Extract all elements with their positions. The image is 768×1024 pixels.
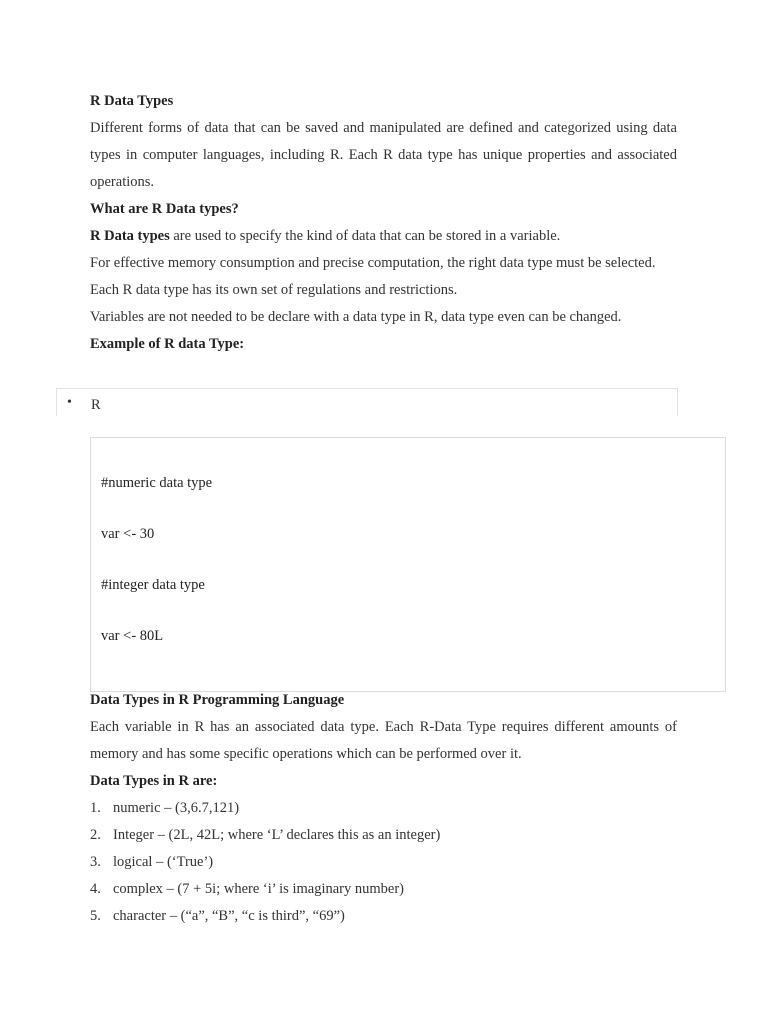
definition-rest: are used to specify the kind of data that can be stored in a variable. [169,228,561,244]
list-number: 3. [90,854,101,870]
list-item [90,822,677,849]
code-line: #integer data type [101,577,205,593]
list-text: logical – (‘True’) [113,854,214,870]
list-item [90,903,677,930]
list-item [90,849,677,876]
list-number: 5. [90,908,101,924]
article-intro [90,88,677,358]
data-types-list [90,795,677,930]
code-line: var <- 80L [101,628,164,644]
list-number: 4. [90,881,101,897]
rules-paragraph: Each R data type has its own set of regulations and restrictions. [90,282,458,298]
list-item [90,795,677,822]
code-language-tab[interactable] [56,388,678,416]
section-title: Data Types in R Programming Language [90,692,345,708]
code-block [90,437,726,692]
declare-paragraph: Variables are not needed to be declare with a data type in R, data type even can be changed. [90,309,622,325]
definition-paragraph [90,223,677,250]
list-text: complex – (7 + 5i; where ‘i’ is imaginary number) [113,881,404,897]
memory-paragraph: For effective memory consumption and precise computation, the right data type must be selected. [90,255,656,271]
code-line: #numeric data type [101,475,213,491]
intro-description: Different forms of data that can be saved and manipulated are defined and categorized using data types in computer languages, including R. Each R data type has unique properties and associated operations. [90,120,677,190]
page-title: R Data Types [90,93,174,109]
list-text: numeric – (3,6.7,121) [113,800,240,816]
what-are-heading: What are R Data types? [90,201,239,217]
list-item [90,876,677,903]
code-line: var <- 30 [101,526,155,542]
bullet-icon: • [67,395,72,410]
list-text: Integer – (2L, 42L; where ‘L’ declares this as an integer) [113,827,441,843]
list-number: 1. [90,800,101,816]
data-types-section [90,687,677,930]
list-number: 2. [90,827,101,843]
list-text: character – (“a”, “B”, “c is third”, “69”) [113,908,345,924]
section-description: Each variable in R has an associated data type. Each R-Data Type requires different amounts of memory and has some specific operations which can be performed over it. [90,719,677,762]
example-heading: Example of R data Type: [90,336,245,352]
definition-bold: R Data types [90,228,170,244]
code-language-label[interactable]: R [91,397,101,413]
list-heading: Data Types in R are: [90,773,218,789]
